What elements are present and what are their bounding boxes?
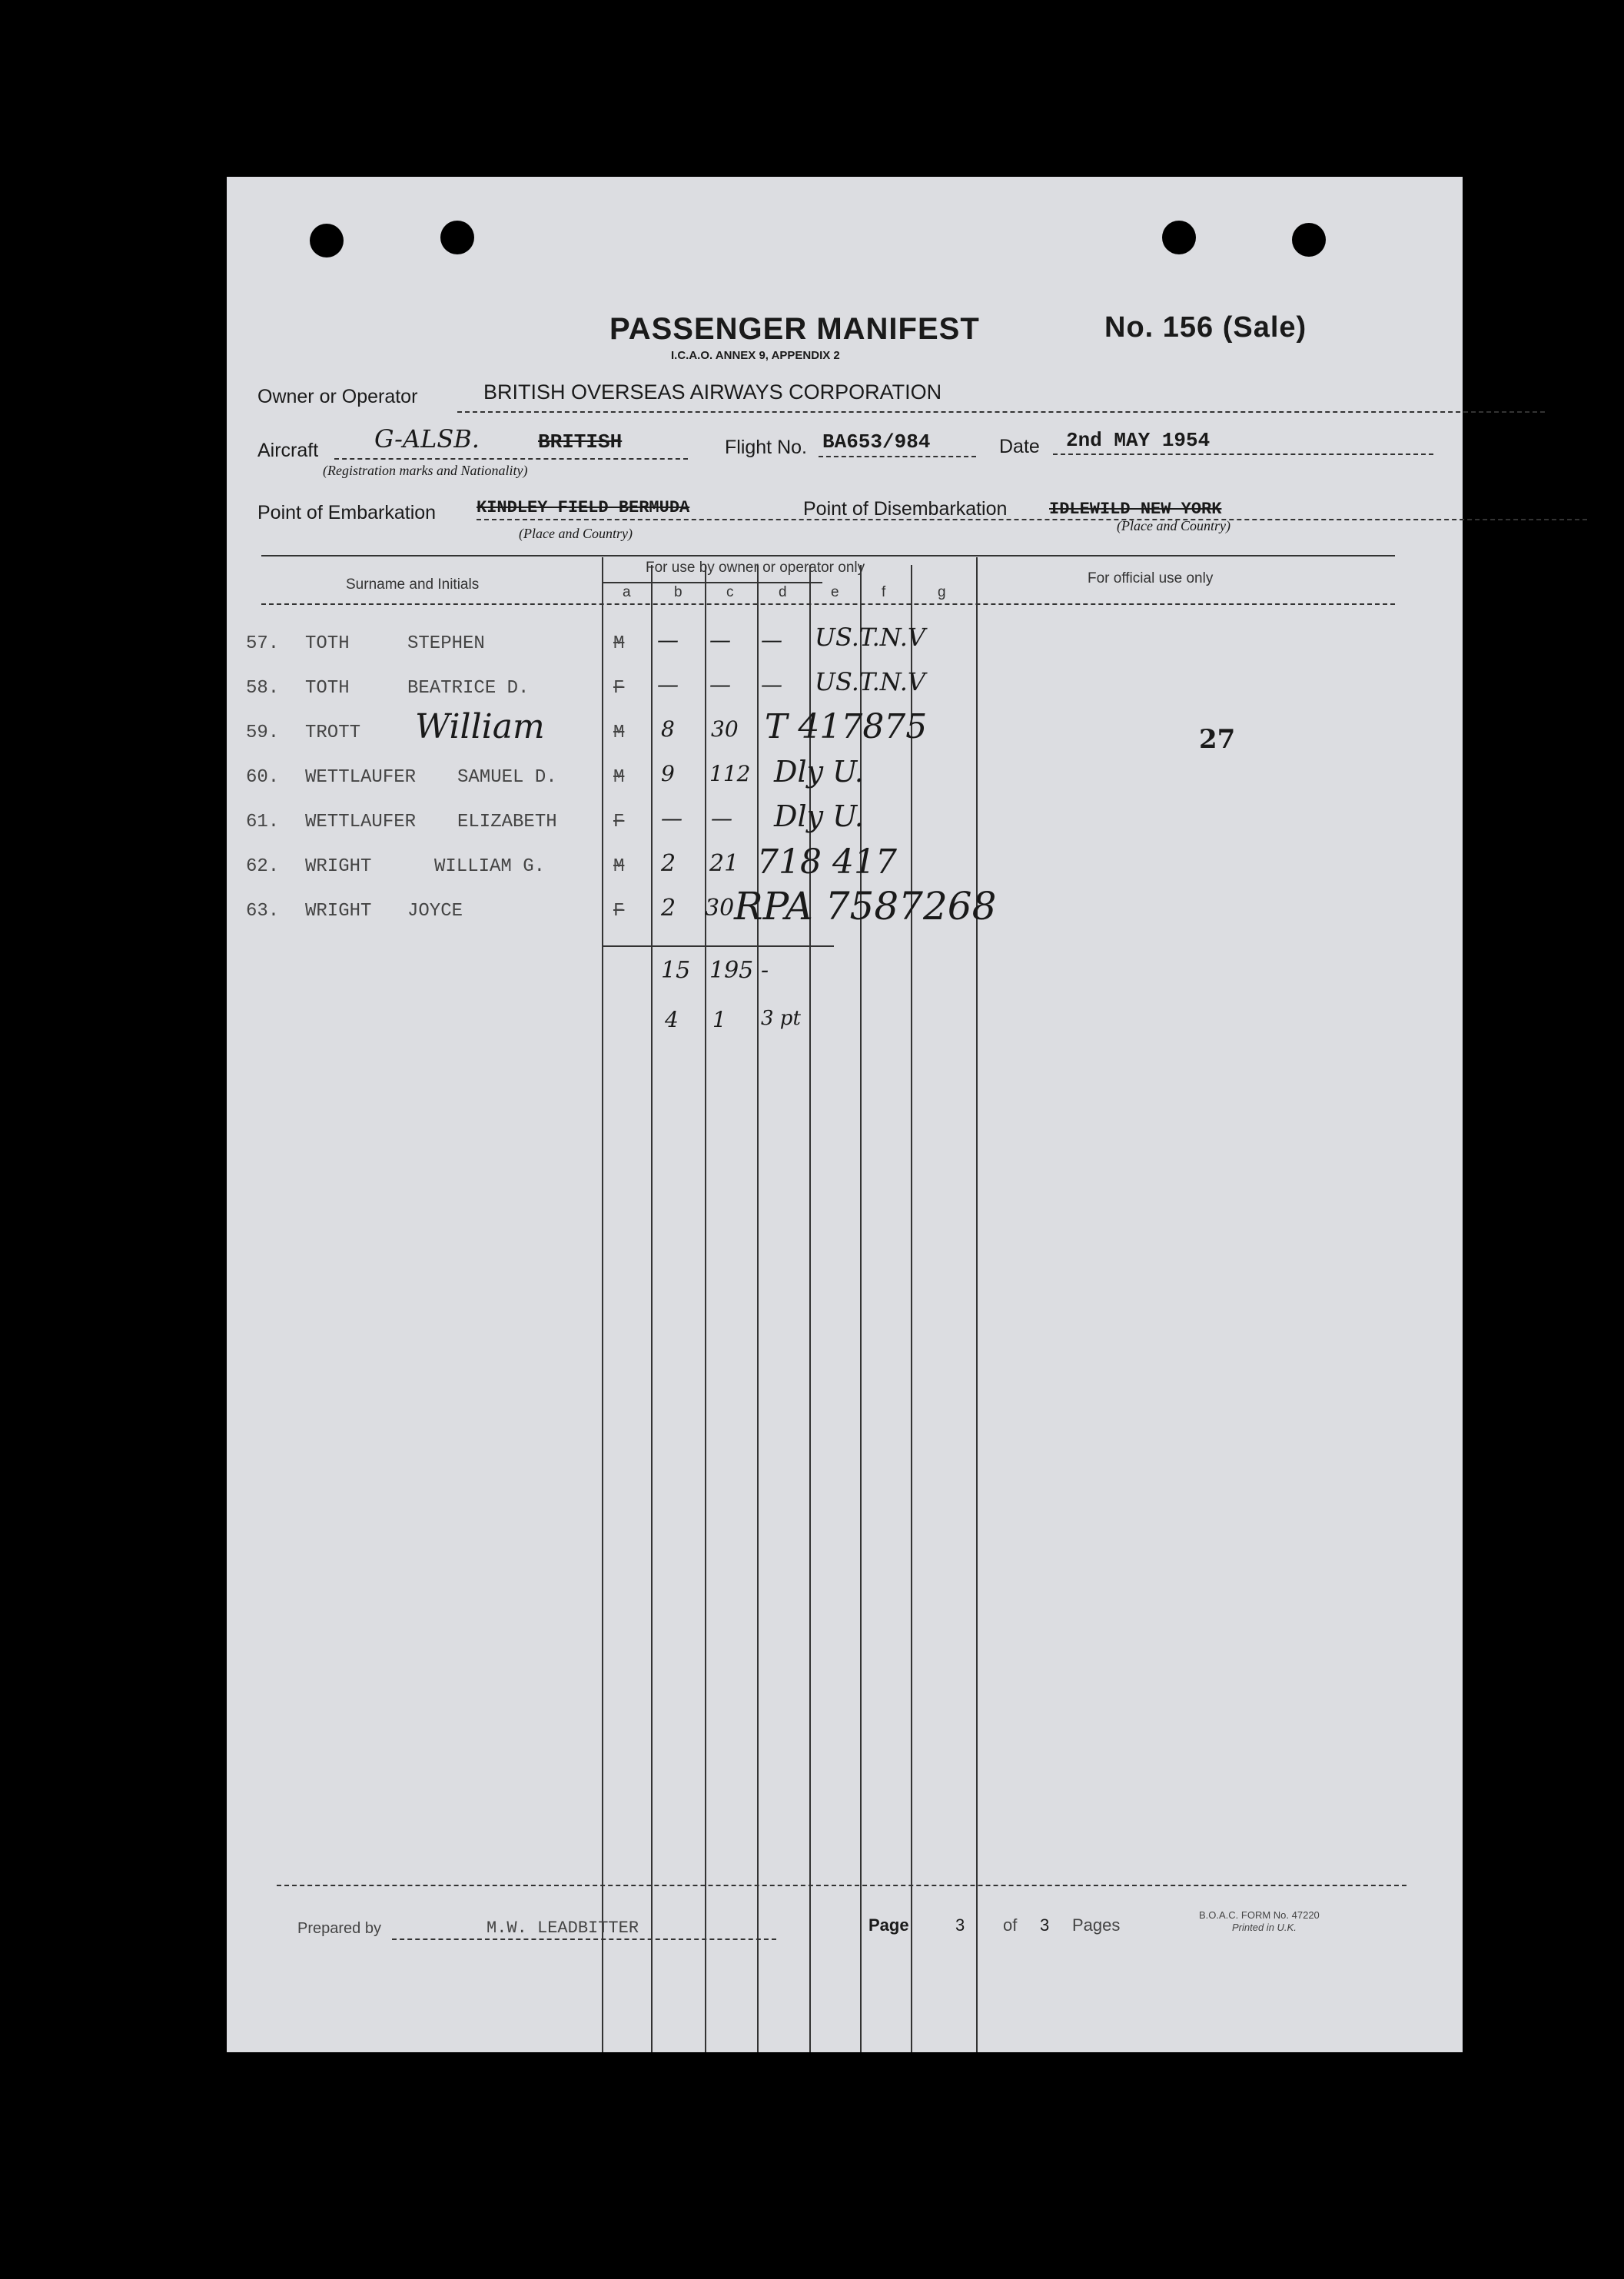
form-subtitle: I.C.A.O. ANNEX 9, APPENDIX 2 — [671, 349, 840, 362]
disembarkation-hint: (Place and Country) — [1117, 518, 1230, 533]
row-number: 61. — [246, 812, 280, 832]
subcolumn-header-c: c — [726, 584, 734, 600]
pages-label: Pages — [1072, 1915, 1121, 1935]
col-line — [976, 557, 978, 2052]
owner-label: Owner or Operator — [257, 386, 418, 407]
subcolumn-header-e: e — [831, 584, 839, 600]
row-col-e: Dly U. — [774, 755, 864, 789]
row-col-d: — — [761, 627, 782, 653]
row-surname: WRIGHT — [305, 856, 372, 877]
row-col-e: 718 417 — [757, 842, 897, 882]
prepared-rule — [392, 1938, 776, 1940]
page-value: 3 — [955, 1915, 965, 1935]
header-surname: Surname and Initials — [346, 576, 480, 593]
embarkation-rule — [477, 519, 1587, 520]
subcolumn-header-g: g — [938, 584, 946, 600]
row-given: WILLIAM G. — [434, 856, 546, 877]
col-line — [602, 557, 603, 2052]
punch-hole — [440, 221, 474, 254]
subcolumn-header-d: d — [779, 584, 787, 600]
row-number: 60. — [246, 767, 280, 788]
col-line — [705, 565, 706, 2052]
official-note: 27 — [1199, 724, 1236, 755]
row-number: 58. — [246, 678, 280, 699]
row-col-a: M — [613, 767, 625, 788]
total2-col-d: 3 pt — [761, 1007, 801, 1030]
row-col-a: F — [613, 812, 625, 832]
date-rule — [1053, 453, 1433, 455]
header-official-use: For official use only — [1088, 570, 1214, 586]
embarkation-label: Point of Embarkation — [257, 502, 437, 523]
row-surname: TOTH — [305, 633, 350, 654]
footer-rule — [277, 1885, 1406, 1886]
totals-rule — [603, 945, 834, 947]
row-number: 59. — [246, 723, 280, 743]
page-label: Page — [868, 1915, 909, 1935]
aircraft-nationality: BRITISH — [538, 430, 623, 453]
total2-col-b: 4 — [665, 1007, 679, 1032]
row-col-b: 2 — [661, 895, 676, 922]
of-label: of — [1003, 1915, 1018, 1935]
owner-rule — [457, 411, 1545, 413]
row-col-e: US.T.N.V — [815, 623, 925, 652]
manifest-number: No. 156 (Sale) — [1104, 311, 1307, 344]
row-col-b: 8 — [661, 716, 675, 742]
punch-hole — [1292, 223, 1326, 257]
embarkation-hint: (Place and Country) — [519, 526, 633, 541]
row-col-e: Dly U. — [774, 799, 864, 833]
table-top-rule — [261, 555, 1395, 556]
row-col-d: — — [761, 672, 782, 697]
row-col-a: M — [613, 633, 625, 654]
row-surname: WETTLAUFER — [305, 767, 417, 788]
row-col-c: — — [709, 627, 731, 653]
col-line — [911, 565, 912, 2052]
row-col-c: 21 — [709, 850, 739, 877]
flight-label: Flight No. — [725, 437, 807, 458]
flight-number: BA653/984 — [822, 430, 931, 453]
row-col-b: — — [657, 627, 679, 653]
row-given: BEATRICE D. — [407, 678, 530, 699]
aircraft-registration: G-ALSB. — [374, 424, 480, 453]
aircraft-rule — [334, 458, 688, 460]
table-header-rule — [261, 603, 1395, 605]
aircraft-label: Aircraft — [257, 440, 319, 461]
row-col-e: US.T.N.V — [815, 667, 925, 696]
row-surname: WRIGHT — [305, 901, 372, 922]
date-label: Date — [999, 436, 1040, 457]
prepared-label: Prepared by — [297, 1920, 381, 1937]
total-col-d: - — [761, 957, 769, 984]
punch-hole — [310, 224, 344, 257]
subcolumn-header-a: a — [623, 584, 631, 600]
row-col-e: RPA 7587268 — [734, 884, 997, 929]
of-value: 3 — [1040, 1915, 1050, 1935]
form-number: B.O.A.C. FORM No. 47220 — [1199, 1909, 1320, 1921]
embarkation-value: KINDLEY FIELD BERMUDA — [477, 498, 690, 517]
row-given: ELIZABETH — [457, 812, 557, 832]
row-col-b: — — [661, 806, 682, 831]
subcolumn-header-f: f — [882, 584, 886, 600]
manifest-sheet — [227, 177, 1463, 2052]
printed-in: Printed in U.K. — [1232, 1922, 1297, 1933]
row-col-a: M — [613, 723, 625, 743]
subcolumn-header-b: b — [674, 584, 682, 600]
subheader-rule — [603, 582, 822, 583]
row-given: JOYCE — [407, 901, 463, 922]
row-col-a: F — [613, 901, 625, 922]
row-given: STEPHEN — [407, 633, 485, 654]
date-value: 2nd MAY 1954 — [1066, 429, 1211, 452]
col-line — [757, 565, 759, 2052]
disembarkation-value: IDLEWILD NEW YORK — [1049, 500, 1222, 519]
row-surname: TROTT — [305, 723, 361, 743]
row-col-e: T 417875 — [765, 707, 928, 746]
aircraft-hint: (Registration marks and Nationality) — [323, 463, 528, 478]
form-title: PASSENGER MANIFEST — [609, 312, 980, 346]
disembarkation-label: Point of Disembarkation — [803, 498, 1008, 520]
row-number: 62. — [246, 856, 280, 877]
row-col-c: 30 — [705, 895, 735, 922]
row-given-handwritten: William — [415, 707, 545, 746]
row-given: SAMUEL D. — [457, 767, 557, 788]
row-col-c: — — [711, 806, 732, 831]
row-surname: TOTH — [305, 678, 350, 699]
row-col-a: F — [613, 678, 625, 699]
row-col-c: 30 — [711, 716, 739, 742]
row-surname: WETTLAUFER — [305, 812, 417, 832]
header-owner-use: For use by owner or operator only — [646, 560, 865, 576]
row-number: 63. — [246, 901, 280, 922]
flight-rule — [819, 456, 976, 457]
row-col-b: — — [657, 672, 679, 697]
prepared-value: M.W. LEADBITTER — [487, 1919, 639, 1938]
row-col-a: M — [613, 856, 625, 877]
total-col-c: 195 — [709, 957, 754, 984]
total-col-b: 15 — [661, 957, 691, 984]
row-col-b: 9 — [661, 761, 675, 786]
col-line — [651, 565, 653, 2052]
punch-hole — [1162, 221, 1196, 254]
row-col-b: 2 — [661, 850, 676, 877]
row-number: 57. — [246, 633, 280, 654]
row-col-c: — — [709, 672, 731, 697]
row-col-c: 112 — [709, 761, 751, 786]
owner-value: BRITISH OVERSEAS AIRWAYS CORPORATION — [483, 380, 942, 404]
total2-col-c: 1 — [712, 1007, 726, 1032]
